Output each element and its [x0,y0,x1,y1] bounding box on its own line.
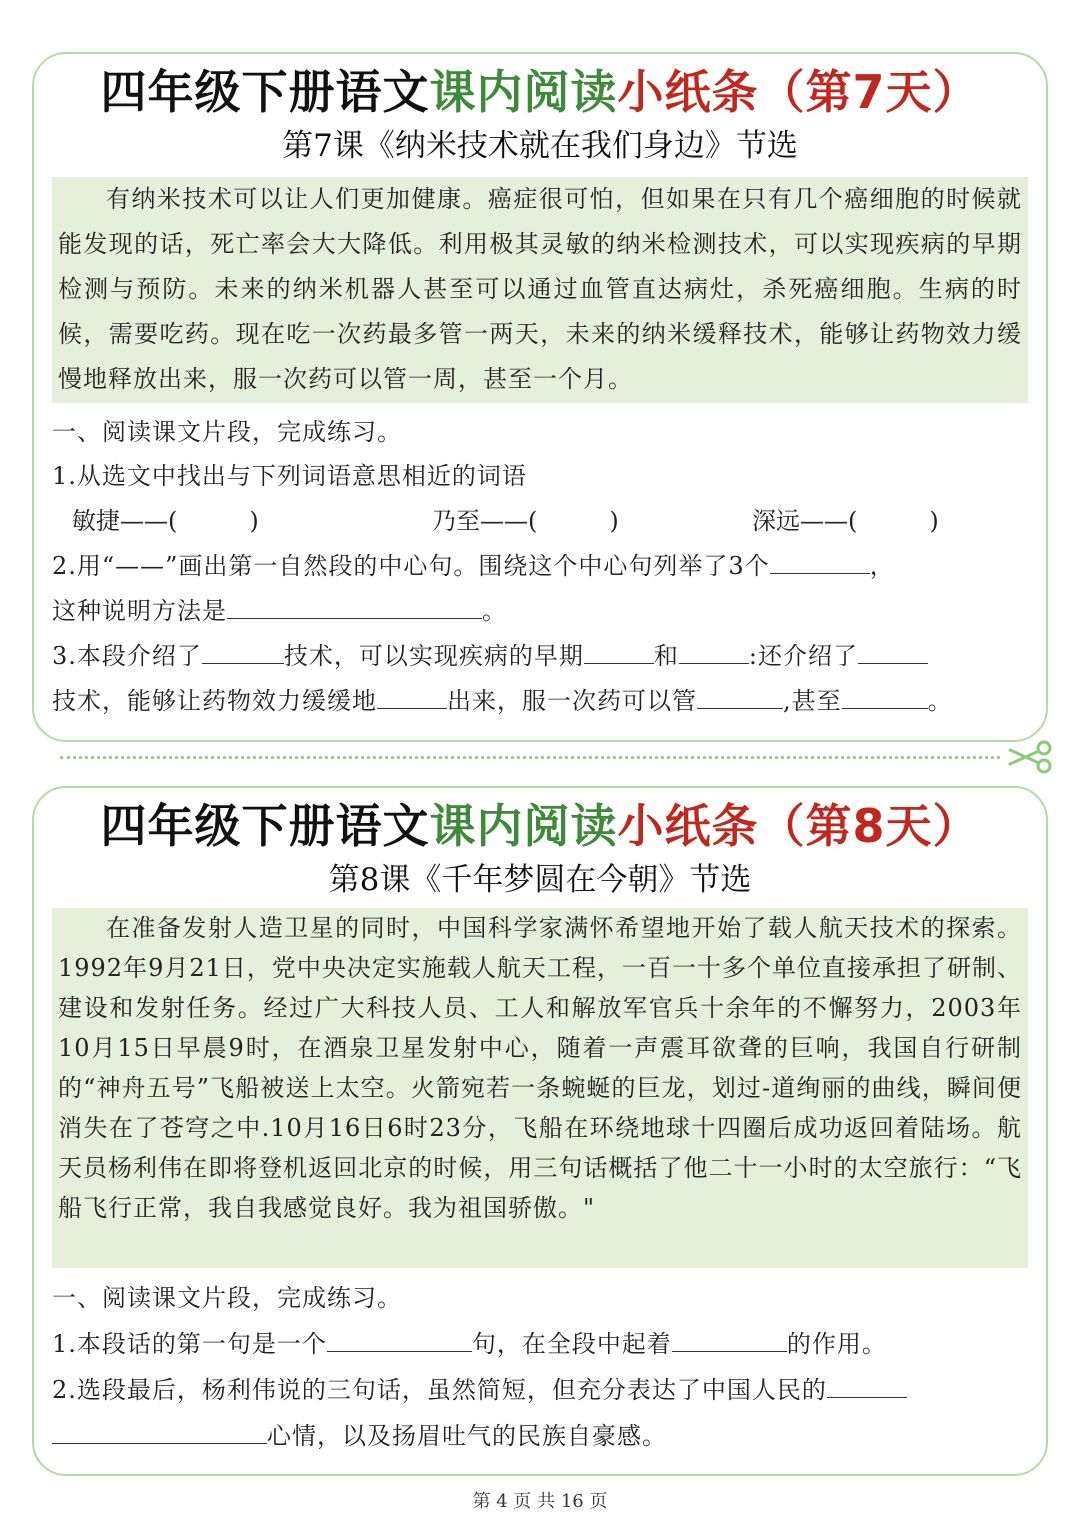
title-day: （第7天） [758,65,980,119]
page-footer: 第 4 页 共 16 页 [472,1491,608,1512]
title-grade: 四年级下册语文 [100,65,430,119]
title-reading: 课内阅读 [429,799,618,853]
title-note: 小纸条 [617,799,759,853]
q3-text: 技术，能够让药物效力缓缓地 [52,687,377,715]
q2-text: 心情，以及扬眉吐气的民族自豪感。 [267,1422,667,1450]
q3-text: 。 [927,687,953,715]
question-1: 1.从选文中找出与下列词语意思相近的词语 [52,462,527,490]
q1-text: 的作用。 [786,1330,887,1358]
answer-blank [697,680,783,709]
word-blank-2: 乃至——( ) [432,507,619,535]
question-3-line-1 [52,634,1028,679]
answer-blank [679,635,749,664]
punct: ， [869,552,895,580]
answer-blank [584,635,654,664]
q3-text: ,甚至 [783,687,842,715]
answer-blank [672,1323,787,1352]
question-1 [52,1322,1028,1367]
q3-text: 3.本段介绍了 [52,642,202,670]
question-2-text-b: 这种说明方法是 [52,597,227,625]
card-title [34,798,1046,854]
question-2-line-2 [52,1414,1028,1459]
answer-blank [227,590,482,619]
title-note: 小纸条 [617,65,759,119]
card-title [34,64,1046,120]
q1-text: 句，在全段中起着 [471,1330,672,1358]
answer-blank [377,680,447,709]
question-2-line-1 [52,544,1028,589]
q3-text: 和 [653,642,679,670]
cut-line [60,756,1000,759]
exercise-card-day7 [32,52,1048,742]
punct: 。 [482,597,507,625]
question-2-text: 2.用“——”画出第一自然段的中心句。围绕这个中心句列举了3个 [52,552,770,580]
title-grade: 四年级下册语文 [100,799,430,853]
lesson-subtitle: 第7课《纳米技术就在我们身边》节选 [282,128,798,164]
answer-blank [858,635,928,664]
q3-text: 出来，服一次药可以管 [447,687,697,715]
answer-blank [827,1369,907,1398]
reading-passage: 在准备发射人造卫星的同时，中国科学家满怀希望地开始了载人航天技术的探索。1992年9月21日，党中央决定实施载人航天工程，一百一十多个单位直接承担了研制、建设和发射任务。经过广大科技人员、工人和解放军官兵十余年的不懈努力，2003年10月15日早晨9时，在酒泉卫星发射中心，随着一声震耳欲聋的巨响，我国自行研制的“神舟五号”飞船被送上太空。火箭宛若一条蜿蜒的巨龙，划过-道绚丽的曲线，瞬间便消失在了苍穹之中.10月16日6时23分，飞船在环绕地球十四圈后成功返回着陆场。航天员杨利伟在即将登机返回北京的时候，用三句话概括了他二十一小时的太空旅行：“飞船飞行正常，我自我感觉良好。我为祖国骄傲。" [52,908,1028,1268]
section-heading: 一、阅读课文片段，完成练习。 [52,418,402,446]
word-blank-1: 敏捷——( ) [72,507,259,535]
answer-blank [770,545,870,574]
answer-blank [327,1323,472,1352]
answer-blank [842,680,928,709]
q3-text: 技术，可以实现疾病的早期 [283,642,584,670]
word-blank-3: 深远——( ) [752,507,939,535]
title-day: （第8天） [758,799,980,853]
question-2-line-1 [52,1368,1028,1413]
q1-text: 1.本段话的第一句是一个 [52,1330,327,1358]
q2-text: 2.选段最后，杨利伟说的三句话，虽然简短，但充分表达了中国人民的 [52,1376,827,1404]
q3-text: :还介绍了 [748,642,858,670]
section-heading: 一、阅读课文片段，完成练习。 [52,1284,402,1312]
question-3-line-2 [52,679,1028,724]
title-reading: 课内阅读 [429,65,618,119]
answer-blank [52,1415,267,1444]
question-2-line-2 [52,589,1028,634]
answer-blank [202,635,284,664]
reading-passage: 有纳米技术可以让人们更加健康。癌症很可怕，但如果在只有几个癌细胞的时候就能发现的话，死亡率会大大降低。利用极其灵敏的纳米检测技术，可以实现疾病的早期检测与预防。未来的纳米机器人甚至可以通过血管直达病灶，杀死癌细胞。生病的时候，需要吃药。现在吃一次药最多管一两天，未来的纳米缓释技术，能够让药物效力缓慢地释放出来，服一次药可以管一周，甚至一个月。 [52,177,1028,403]
lesson-subtitle: 第8课《千年梦圆在今朝》节选 [328,862,752,898]
scissors-icon [1004,740,1056,774]
exercise-card-day8 [32,786,1048,1476]
